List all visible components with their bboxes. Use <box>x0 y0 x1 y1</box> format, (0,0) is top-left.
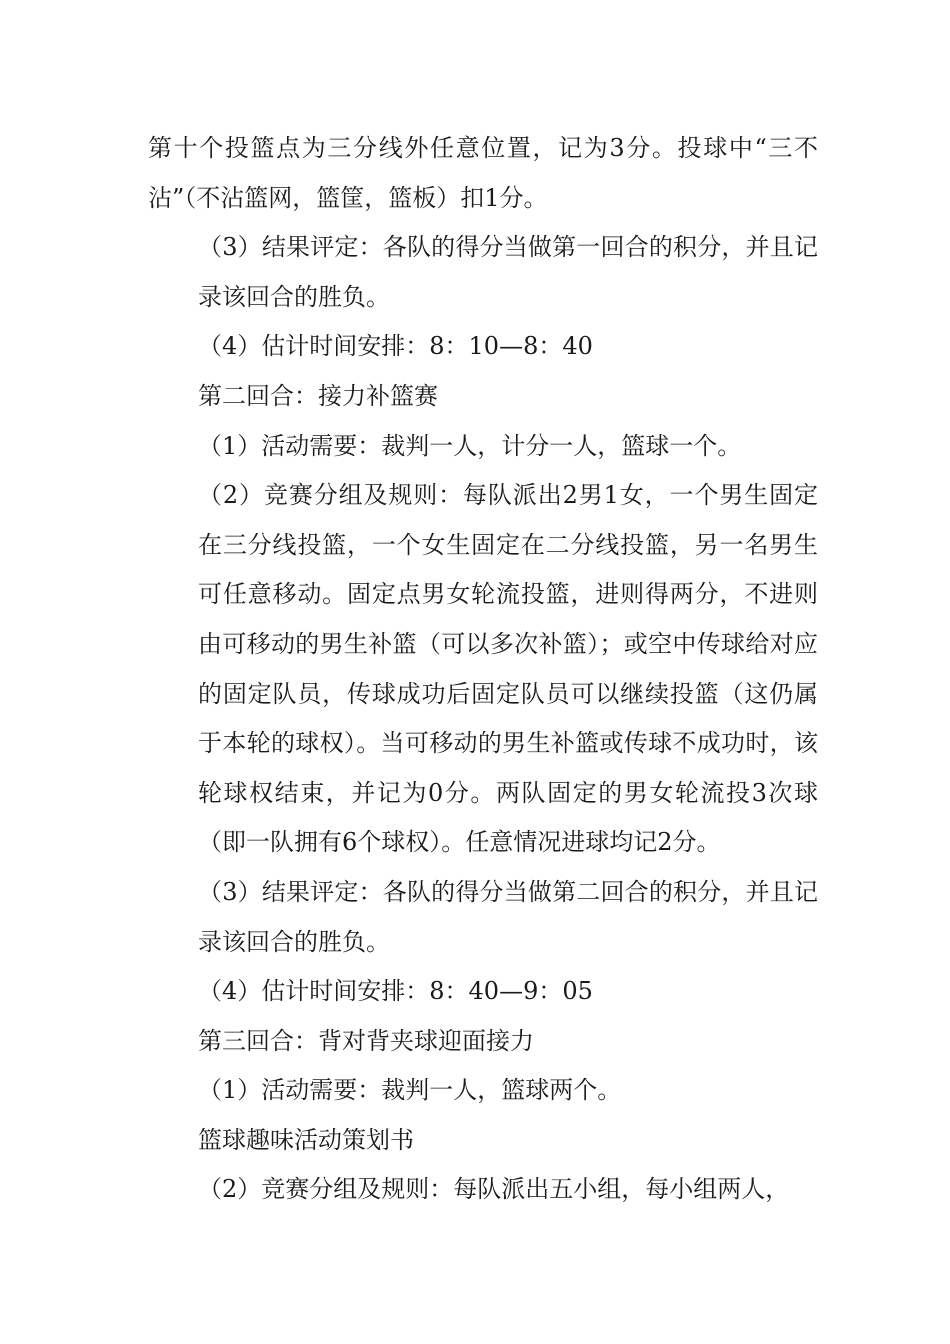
paragraph-scoring-rule: 第十个投篮点为三分线外任意位置，记为3分。投球中“三不沾”（不沾篮网，篮筐，篮板）扣1分。 <box>148 134 818 212</box>
paragraph-round2-time: （4）估计时间安排：8：40—9：05 <box>198 977 593 1006</box>
heading-round2: 第二回合：接力补篮赛 <box>198 381 438 410</box>
document-body <box>148 124 818 1215</box>
paragraph-round1-time: （4）估计时间安排：8：10—8：40 <box>198 332 593 361</box>
paragraph-round3-rules: （2）竞赛分组及规则：每队派出五小组，每小组两人， <box>198 1175 790 1204</box>
paragraph-round2-result: （3）结果评定：各队的得分当做第二回合的积分，并且记录该回合的胜负。 <box>198 877 818 956</box>
paragraph-round1-result: （3）结果评定：各队的得分当做第一回合的积分，并且记录该回合的胜负。 <box>198 233 818 311</box>
paragraph-round3-needs: （1）活动需要：裁判一人，篮球两个。 <box>198 1076 622 1105</box>
heading-round3: 第三回合：背对背夹球迎面接力 <box>198 1026 534 1055</box>
document-title-line: 篮球趣味活动策划书 <box>198 1125 414 1154</box>
paragraph-round2-rules: （2）竞赛分组及规则：每队派出2男1女，一个男生固定在三分线投篮，一个女生固定在二分线投篮，另一名男生可任意移动。固定点男女轮流投篮，进则得两分，不进则由可移动的男生补篮（可以多次补篮）；或空中传球给对应的固定队员，传球成功后固定队员可以继续投篮（这仍属于本轮的球权）。当可移动的男生补篮或传球不成功时，该轮球权结束，并记为0分。两队固定的男女轮流投3次球（即一队拥有6个球权）。任意情况进球均记2分。 <box>198 481 818 857</box>
paragraph-round2-needs: （1）活动需要：裁判一人，计分一人，篮球一个。 <box>198 431 742 460</box>
